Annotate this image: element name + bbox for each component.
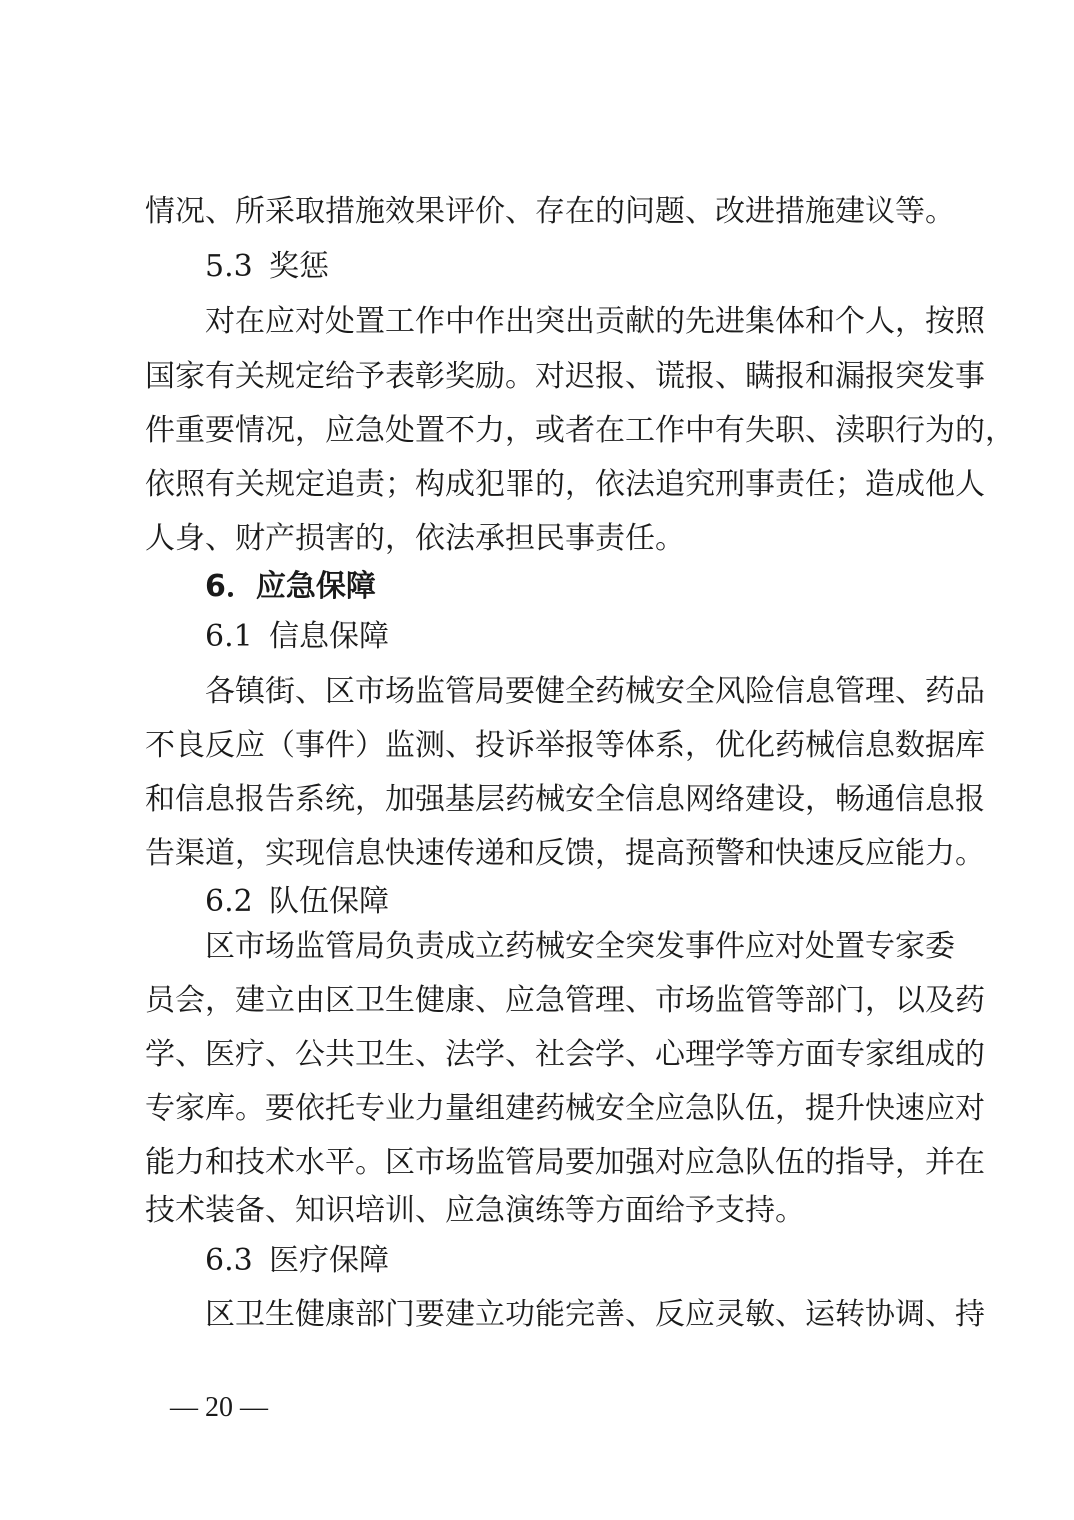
paragraph-line: 各镇街、区市场监管局要健全药械安全风险信息管理、药品: [205, 674, 985, 709]
paragraph-line: 技术装备、知识培训、应急演练等方面给予支持。: [145, 1193, 805, 1228]
section-number: 6.2: [205, 884, 253, 919]
paragraph-line: 国家有关规定给予表彰奖励。对迟报、谎报、瞒报和漏报突发事: [145, 359, 985, 394]
page-number: — 20 —: [170, 1392, 268, 1423]
paragraph-line: 区市场监管局负责成立药械安全突发事件应对处置专家委: [205, 929, 955, 964]
section-heading-6-3: [205, 1235, 945, 1287]
paragraph-line: 能力和技术水平。区市场监管局要加强对应急队伍的指导，并在: [145, 1145, 985, 1180]
section-title: 信息保障: [269, 619, 389, 654]
chapter-heading-6: 6．应急保障: [205, 569, 376, 604]
paragraph-line: 依照有关规定追责；构成犯罪的，依法追究刑事责任；造成他人: [145, 467, 985, 502]
paragraph-line: 对在应对处置工作中作出突出贡献的先进集体和个人，按照: [205, 304, 985, 339]
section-number: 6.1: [205, 619, 253, 654]
section-heading-5-3: [205, 241, 945, 293]
paragraph-line: 不良反应（事件）监测、投诉举报等体系，优化药械信息数据库: [145, 728, 985, 763]
paragraph-line: 情况、所采取措施效果评价、存在的问题、改进措施建议等。: [145, 194, 955, 229]
paragraph-line: 人身、财产损害的，依法承担民事责任。: [145, 521, 685, 556]
paragraph-line: 区卫生健康部门要建立功能完善、反应灵敏、运转协调、持: [205, 1297, 985, 1332]
section-number: 6.3: [205, 1243, 253, 1278]
paragraph-line: 学、医疗、公共卫生、法学、社会学、心理学等方面专家组成的: [145, 1037, 985, 1072]
paragraph-line: 和信息报告系统，加强基层药械安全信息网络建设，畅通信息报: [145, 782, 985, 817]
paragraph-line: 告渠道，实现信息快速传递和反馈，提高预警和快速反应能力。: [145, 836, 985, 871]
section-title: 奖惩: [269, 249, 329, 284]
section-title: 医疗保障: [269, 1243, 389, 1278]
section-heading-6-1: [205, 611, 945, 663]
paragraph-line: 专家库。要依托专业力量组建药械安全应急队伍，提升快速应对: [145, 1091, 985, 1126]
section-number: 5.3: [205, 249, 253, 284]
paragraph-line: 员会，建立由区卫生健康、应急管理、市场监管等部门，以及药: [145, 983, 985, 1018]
paragraph-line: 件重要情况，应急处置不力，或者在工作中有失职、渎职行为的，: [145, 413, 1015, 448]
section-title: 队伍保障: [269, 884, 389, 919]
